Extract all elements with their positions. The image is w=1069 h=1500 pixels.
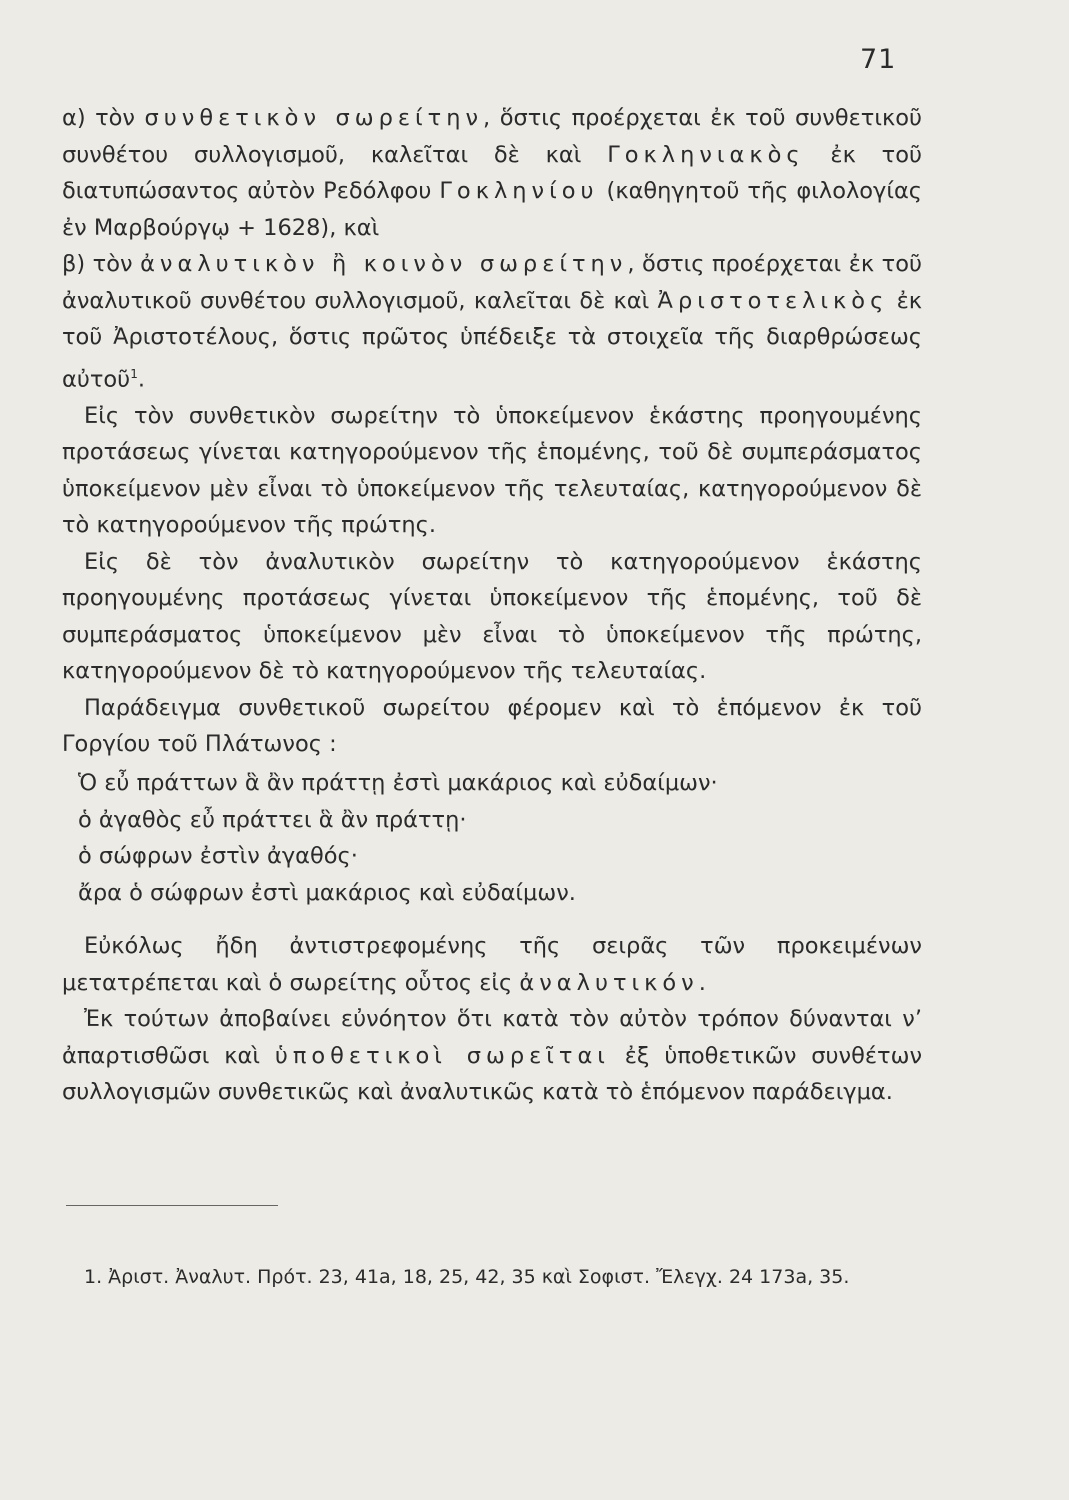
verse-line: Ὁ εὖ πράττων ἃ ἂν πράττῃ ἐστὶ μακάριος καὶ εὐδαίμων·	[78, 770, 718, 796]
text-run: , ὅστις προέρχεται ἐκ τοῦ συνθετικοῦ συνθέτου συλλογισμοῦ, καλεῖται δὲ καὶ	[62, 105, 922, 168]
spaced-term: Γοκληνίου	[439, 178, 599, 204]
paragraph-beta	[62, 246, 922, 398]
text-run: ἐκ τοῦ Ἀριστοτέλους, ὅστις πρῶτος ὑπέδειξε τὰ στοιχεῖα τῆς διαρθρώσεως αὐτοῦ	[62, 287, 922, 392]
text-run: .	[698, 969, 706, 996]
paragraph-alpha	[62, 100, 922, 246]
verse-line: ὁ σώφρων ἐστὶν ἀγαθός·	[78, 843, 358, 869]
footnote-text: 1. Ἀριστ. Ἀναλυτ. Πρότ. 23, 41a, 18, 25, 42, 35 καὶ Σοφιστ. Ἔλεγχ. 24 173a, 35.	[84, 1266, 850, 1288]
verse-example	[78, 765, 898, 911]
spaced-term: ὑποθετικοὶ σωρεῖται	[274, 1042, 610, 1069]
text-run: ἐξ ὑποθετικῶν συνθέτων συλλογισμῶν συνθετικῶς καὶ ἀναλυτικῶς κατὰ τὸ ἑπόμενον παράδειγμα.	[62, 1042, 923, 1105]
main-text	[62, 100, 922, 763]
text-run: ἐκ τοῦ διατυπώσαντος αὐτὸν Ρεδόλφου	[62, 141, 922, 204]
spaced-term: Ἀριστοτελικὸς	[657, 287, 889, 314]
paragraph-conversion	[62, 928, 922, 1001]
verse-line: ὁ ἀγαθὸς εὖ πράττει ἃ ἂν πράττῃ·	[78, 806, 467, 833]
text-run: Εὐκόλως ἤδη ἀντιστρεφομένης τῆς σειρᾶς τῶν προκειμένων μετατρέπεται καὶ ὁ σωρείτης οὗτος εἰς	[62, 933, 922, 996]
footnote-reference: 1	[130, 366, 138, 381]
text-run: , ὅστις προέρχεται ἐκ τοῦ ἀναλυτικοῦ συνθέτου συλλογισμοῦ, καλεῖται δὲ καὶ	[62, 251, 922, 314]
spaced-term: Γοκληνιακὸς	[607, 141, 805, 168]
paragraph-example-intro: Παράδειγμα συνθετικοῦ σωρείτου φέρομεν καὶ τὸ ἑπόμενον ἐκ τοῦ Γοργίου τοῦ Πλάτωνος :	[62, 694, 922, 757]
text-run: β) τὸν	[62, 251, 141, 277]
paragraph-synthetic: Εἰς τὸν συνθετικὸν σωρείτην τὸ ὑποκείμενον ἑκάστης προηγουμένης προτάσεως γίνεται κατηγορούμενον τῆς ἑπομένης, τοῦ δὲ συμπεράσματος ὑποκείμενον μὲν εἶναι τὸ ὑποκείμενον τῆς τελευταίας, κατηγορούμενον δὲ τὸ κατηγορούμενον τῆς πρώτης.	[62, 402, 922, 538]
main-text-continued	[62, 928, 922, 1111]
page-number: 71	[860, 44, 897, 75]
footnote	[62, 1262, 922, 1293]
footnote-divider	[66, 1205, 278, 1206]
text-run: .	[137, 366, 145, 392]
spaced-term: ἀναλυτικὸν ἢ κοινὸν σωρείτην	[140, 251, 628, 277]
spaced-term: ἀναλυτικόν	[519, 969, 699, 996]
text-run: α) τὸν	[62, 105, 145, 131]
text-run: Ἐκ τούτων ἀποβαίνει εὐνόητον ὅτι κατὰ τὸν αὐτὸν τρόπον δύνανται ν’ ἀπαρτισθῶσι καὶ	[62, 1006, 922, 1069]
verse-line: ἄρα ὁ σώφρων ἐστὶ μακάριος καὶ εὐδαίμων.	[78, 879, 576, 906]
paragraph-analytic: Εἰς δὲ τὸν ἀναλυτικὸν σωρείτην τὸ κατηγορούμενον ἑκάστης προηγουμένης προτάσεως γίνεται ὑποκείμενον τῆς ἑπομένης, τοῦ δὲ συμπεράσματος ὑποκείμενον μὲν εἶναι τὸ ὑποκείμενον τῆς πρώτης, κατηγορούμενον δὲ τὸ κατηγορούμενον τῆς τελευταίας.	[62, 548, 922, 684]
text-run: (καθηγητοῦ τῆς φιλολογίας ἐν Μαρβούργῳ + 1628), καὶ	[62, 178, 923, 241]
paragraph-hypothetical	[62, 1001, 922, 1111]
spaced-term: συνθετικὸν σωρείτην	[144, 105, 484, 131]
